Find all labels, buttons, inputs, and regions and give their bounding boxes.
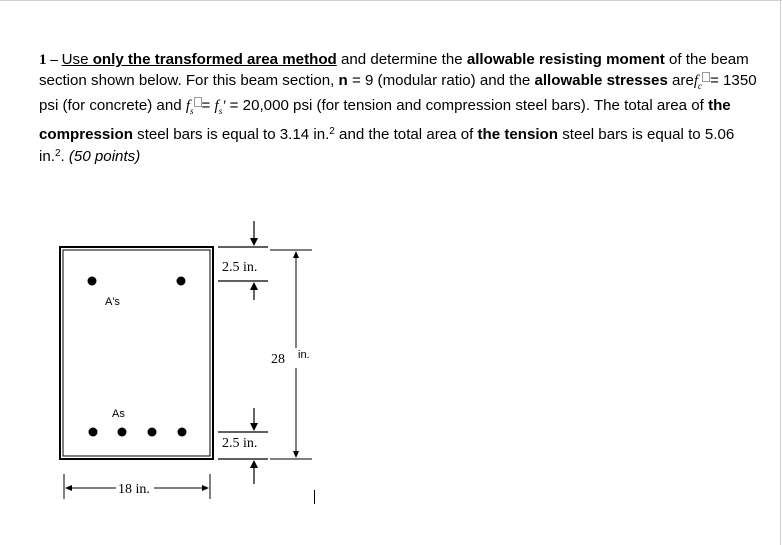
- text-segment: and determine the: [336, 51, 467, 68]
- arrowhead-icon: [293, 451, 299, 458]
- bold-stresses: allowable stresses: [534, 71, 668, 89]
- bottom-cover-label: 2.5 in.: [222, 436, 258, 451]
- superscript: 2: [329, 125, 335, 137]
- fs-letter: f: [185, 98, 190, 114]
- text-segment: are: [667, 71, 694, 89]
- height-value: 28: [271, 352, 285, 367]
- text-segment: = 20,000 psi (for tension and compression steel bars). The total area of: [225, 97, 709, 114]
- compression-bar: [88, 277, 97, 286]
- tension-bar: [178, 428, 187, 437]
- text-segment: and the total area of: [334, 125, 478, 143]
- top-cover-label: 2.5 in.: [222, 260, 258, 275]
- tension-bar: [148, 428, 157, 437]
- height-unit: in.: [298, 349, 310, 361]
- fc-subscript: c: [698, 80, 703, 91]
- superscript: 2: [54, 148, 61, 159]
- fs-subscript: s: [189, 106, 194, 116]
- tension-steel-label: As: [112, 408, 125, 420]
- text-segment: = 9 (modular ratio) and the: [347, 71, 535, 89]
- arrowhead-icon: [202, 485, 209, 491]
- arrowhead-icon: [250, 460, 258, 468]
- arrowhead-icon: [293, 251, 299, 258]
- text-segment: =: [201, 97, 215, 114]
- arrowhead-icon: [65, 485, 72, 491]
- bold-tension: the tension: [477, 125, 559, 143]
- problem-number: 1 –: [39, 52, 62, 68]
- text-segment: of the beam section shown below. For this beam section,: [39, 51, 749, 89]
- fs-prime-letter: f: [214, 98, 219, 114]
- text-cursor: [314, 490, 315, 504]
- fc-letter: f: [693, 72, 699, 89]
- arrowhead-icon: [250, 238, 258, 246]
- bold-n: n: [338, 71, 348, 89]
- points-label: (50 points): [68, 148, 141, 165]
- prime-mark: ′: [222, 98, 226, 114]
- beam-outline-outer: [60, 247, 213, 459]
- compression-steel-label: A's: [105, 296, 120, 308]
- tension-bar: [118, 428, 127, 437]
- instruction-method: only the transformed area method: [92, 51, 337, 68]
- bold-moment: allowable resisting moment: [466, 51, 665, 68]
- text-segment: .: [60, 148, 69, 165]
- text-segment: steel bars is equal to 3.14 in.: [132, 125, 330, 143]
- width-label: 18 in.: [118, 482, 150, 497]
- arrowhead-icon: [250, 423, 258, 431]
- instruction-underlined: Use: [61, 51, 93, 68]
- beam-outline-inner: [63, 250, 210, 456]
- tension-bar: [89, 428, 98, 437]
- compression-bar: [177, 277, 186, 286]
- text-segment: = 1350 psi (for concrete) and: [39, 71, 757, 114]
- text-segment: steel bars is equal to 5.06 in.: [39, 125, 735, 165]
- bold-compression: the compression: [39, 97, 731, 143]
- fs-prime-subscript: s: [218, 106, 223, 116]
- arrowhead-icon: [250, 282, 258, 290]
